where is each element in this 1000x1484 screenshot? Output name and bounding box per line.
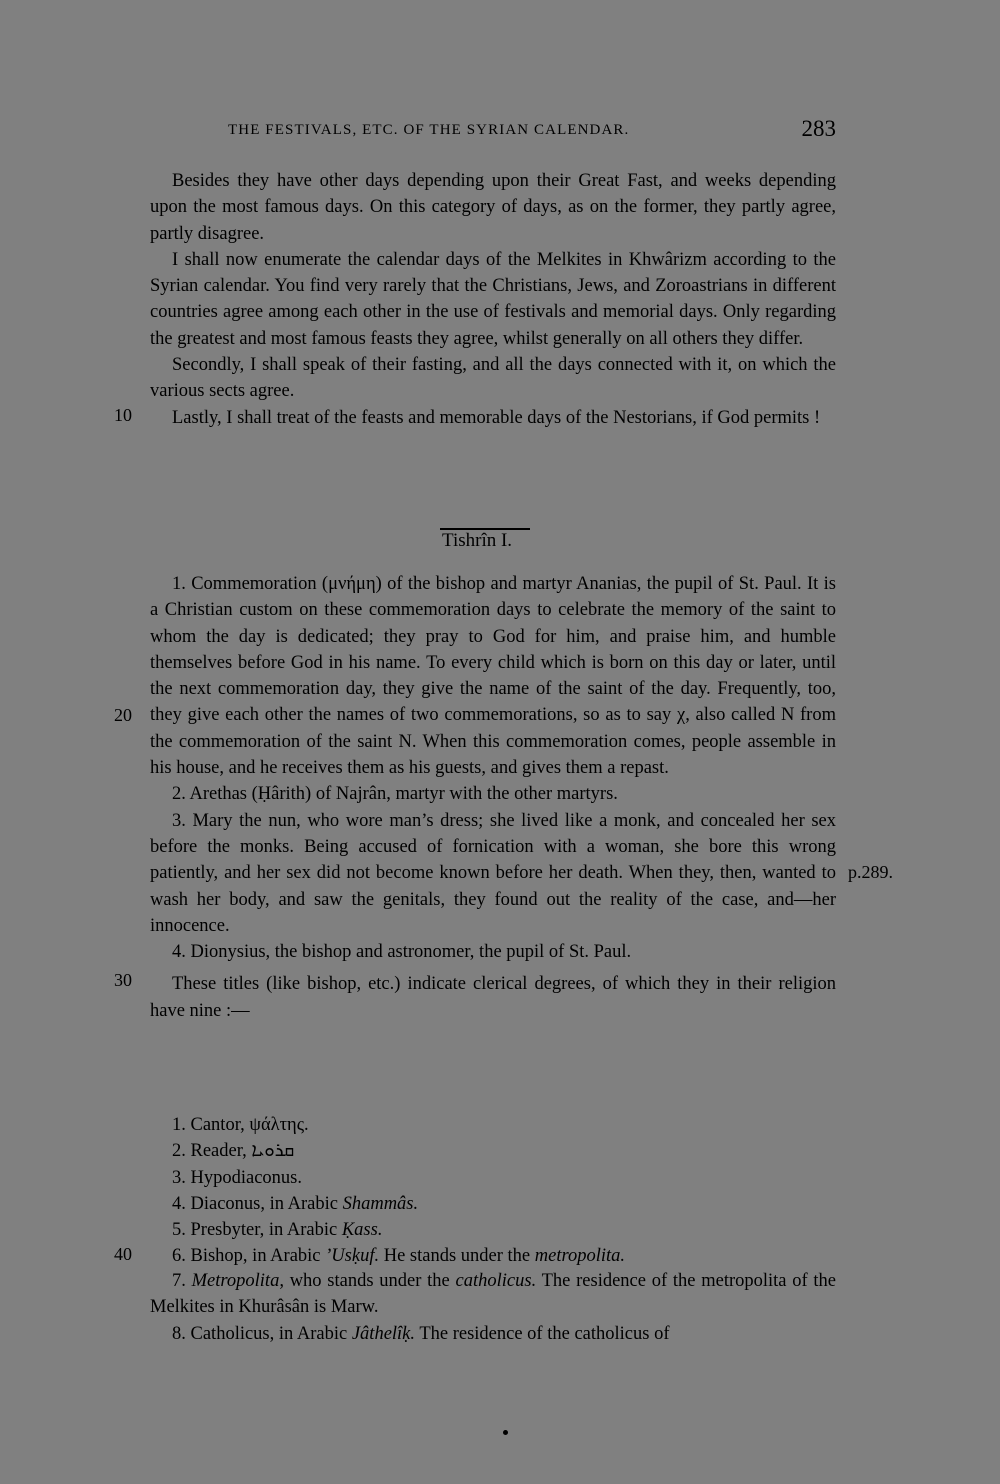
- degree-text: who stands under the: [283, 1271, 456, 1291]
- degree-item: 1. Cantor, ψάλτης.: [172, 1115, 309, 1135]
- line-number: 10: [114, 405, 132, 425]
- degree-text: 8. Catholicus, in Arabic: [172, 1323, 352, 1344]
- degree-item: [150, 1268, 836, 1321]
- entry: 1. Commemoration (μνήμη) of the bishop and martyr Ananias, the pupil of St. Paul. It is a Christian custom on these commemoration days to celebrate the memory of the saint to whom the day is dedicated; they pray to God for him, and praise him, and humble themselves before God in his name. To every child which is born on this day or later, until the next commemoration day, they give the name of the saint of the day. Frequently, too, they give each other the names of two commemorations, so as to say χ, also called N from the commemoration of the saint N. When this commemoration comes, people assemble in his house, and he receives them as his guests, and gives them a repast.: [150, 574, 836, 779]
- paragraph: Lastly, I shall treat of the feasts and memorable days of the Nestorians, if God permits !: [172, 407, 821, 428]
- degree-item: [172, 1191, 625, 1217]
- degree-term: ’Usḳuf.: [325, 1246, 380, 1267]
- degree-text: 7.: [172, 1271, 192, 1291]
- degree-term: Metropolita,: [191, 1271, 284, 1291]
- degree-item: [172, 1243, 625, 1269]
- line-number: 20: [114, 705, 132, 725]
- section-heading: Tishrîn I.: [442, 530, 513, 551]
- degree-text: 6. Bishop, in Arabic: [172, 1246, 326, 1267]
- entry: 4. Dionysius, the bishop and astronomer, the pupil of St. Paul.: [172, 942, 632, 963]
- running-head: THE FESTIVALS, ETC. OF THE SYRIAN CALENDAR.: [228, 122, 630, 138]
- degree-text: 4. Diaconus, in Arabic: [172, 1193, 343, 1214]
- degree-text: The residence of the catholicus of: [415, 1323, 670, 1344]
- page-number: 283: [801, 116, 836, 141]
- page-header: [150, 116, 836, 142]
- paragraph: Besides they have other days depending upon their Great Fast, and weeks depending upon the most famous days. On this category of days, as on the former, they partly agree, partly disagree.: [150, 171, 836, 244]
- ink-dot: [503, 1430, 508, 1435]
- degree-item: 3. Hypodiaconus.: [172, 1167, 302, 1188]
- degree-text: 5. Presbyter, in Arabic: [172, 1220, 342, 1241]
- degree-term: Jâthelîḳ.: [351, 1323, 416, 1344]
- intro-block: [150, 168, 836, 431]
- degree-text: He stands under the: [379, 1246, 535, 1267]
- line-number: 30: [114, 970, 132, 990]
- degree-text: The residence of the metropolita of the Melkites in Khurâsân is Marw.: [150, 1271, 837, 1318]
- degree-term: metropolita.: [534, 1246, 626, 1267]
- degrees-continued: [150, 1268, 836, 1347]
- entry: 3. Mary the nun, who wore man’s dress; she lived like a monk, and concealed her sex before the monks. Being accused of fornication with a woman, she bore this wrong patiently, and her sex did not become known before her death. When they, then, wanted to wash her body, and saw the genitals, they found out the reality of the case, and—her innocence.: [150, 810, 836, 936]
- degree-term: Ḳass.: [341, 1220, 383, 1241]
- degree-item: 2. Reader, ܩܪܘܝܐ: [172, 1141, 295, 1162]
- degree-term: Shammâs.: [342, 1193, 419, 1214]
- entry: These titles (like bishop, etc.) indicate clerical degrees, of which they in their religion have nine :—: [150, 974, 836, 1021]
- degree-item: [172, 1217, 625, 1243]
- degree-term: catholicus.: [455, 1271, 537, 1291]
- paragraph: I shall now enumerate the calendar days of the Melkites in Khwârizm according to the Syrian calendar. You find very rarely that the Christians, Jews, and Zoroastrians in different countries agree among each other in the use of festivals and memorial days. Only regarding the greatest and most famous feasts they agree, whilst generally on all others they differ.: [150, 249, 836, 349]
- entry: 2. Arethas (Ḥârith) of Najrân, martyr with the other martyrs.: [172, 784, 618, 805]
- degrees-list: [172, 1112, 625, 1270]
- degree-item: [150, 1321, 836, 1347]
- entries-block: [150, 571, 836, 1024]
- page-reference: p.289.: [848, 862, 893, 882]
- paragraph: Secondly, I shall speak of their fasting, and all the days connected with it, on which the various sects agree.: [150, 355, 836, 402]
- line-number: 40: [114, 1244, 132, 1264]
